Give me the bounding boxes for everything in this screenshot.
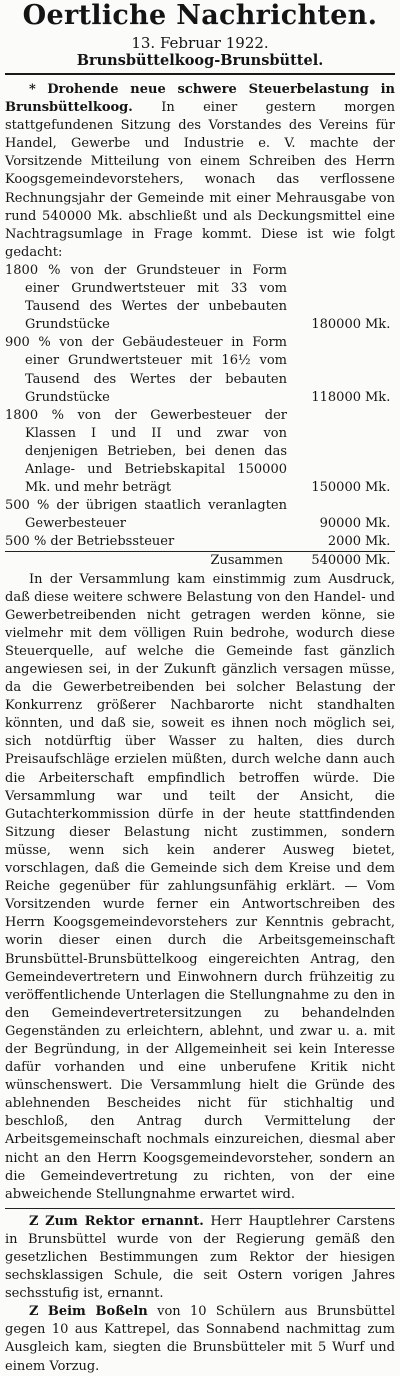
article-intro bbox=[5, 81, 395, 262]
article-divider bbox=[5, 1208, 395, 1209]
table-row bbox=[5, 334, 395, 406]
article-bosseln bbox=[5, 1303, 395, 1375]
article-headline: Beim Boßeln bbox=[47, 1304, 148, 1320]
total-amount: 540000 bbox=[287, 552, 361, 571]
section-title: Oertliche Nachrichten. bbox=[22, 0, 378, 31]
issue-date: 13. Februar 1922. bbox=[131, 34, 269, 52]
article-rector bbox=[5, 1213, 395, 1303]
article-body-text: von 10 Schülern aus Brunsbüttel gegen 10 aus Kattrepel, das Sonnabend nachmittag zum Ausgleich kam, siegten die Brunsbütteler mit 5 Wurf und einem Vorzug. bbox=[5, 1304, 395, 1374]
tax-item-unit: Mk. bbox=[365, 317, 391, 333]
tax-item-unit: Mk. bbox=[365, 480, 391, 496]
article-marker: Z bbox=[29, 1304, 39, 1320]
table-total-row bbox=[5, 552, 395, 571]
tax-item-text: 500 % der übrigen staatlich veranlagten Gewerbesteuer bbox=[5, 498, 287, 532]
article-tax-burden bbox=[5, 81, 395, 1204]
tax-item-text: 500 % der Betriebssteuer bbox=[5, 534, 175, 550]
masthead bbox=[5, 0, 395, 70]
total-unit: Mk. bbox=[361, 552, 395, 571]
article-headline: Drohende neue schwere Steuerbelastung in Brunsbüttelkoog. bbox=[5, 82, 396, 116]
article-paragraph bbox=[5, 1303, 395, 1375]
dateline-place: Brunsbüttelkoog-Brunsbüttel. bbox=[76, 52, 324, 69]
tax-item-amount: 90000 bbox=[319, 516, 361, 532]
article-marker: Z bbox=[29, 1213, 39, 1229]
table-row bbox=[5, 533, 395, 552]
table-row bbox=[5, 497, 395, 533]
article-paragraph bbox=[5, 1213, 395, 1303]
tax-item-text: 1800 % von der Grundsteuer in Form einer Grundwertsteuer mit 33 vom Tausend des Wertes der unbebauten Grundstücke bbox=[5, 262, 287, 333]
tax-item-unit: Mk. bbox=[365, 534, 391, 550]
tax-item-text: 1800 % von der Gewerbesteuer der Klassen I und II und zwar von denjenigen Betrieben, bei denen das Anlage- und Betriebskapital 150000 Mk. und mehr beträgt bbox=[5, 407, 287, 496]
total-label: Zusammen bbox=[5, 552, 287, 571]
tax-item-unit: Mk. bbox=[365, 389, 391, 405]
tax-item-text: 900 % von der Gebäudesteuer in Form einer Grundwertsteuer mit 16½ vom Tausend des Wertes der bebauten Grundstücke bbox=[5, 335, 287, 405]
tax-table bbox=[5, 262, 395, 571]
tax-item-amount: 2000 bbox=[327, 534, 361, 550]
article-marker: * bbox=[29, 82, 36, 97]
tax-item-amount: 118000 bbox=[311, 389, 361, 405]
header-rule bbox=[5, 73, 395, 75]
article-body-text: Herr Hauptlehrer Carstens in Brunsbüttel wurde von der Regierung gemäß den gesetzlichen Bestimmungen zum Rektor der hiesigen sechsklassigen Schule, die seit Ostern vorigen Jahres sechsstufig ist, ernannt. bbox=[5, 1213, 395, 1302]
article-headline: Zum Rektor ernannt. bbox=[45, 1213, 204, 1229]
table-row bbox=[5, 262, 395, 334]
tax-item-amount: 150000 bbox=[311, 480, 361, 496]
article-intro-text: In einer gestern morgen stattgefundenen Sitzung des Vorstandes des Vereins für Handel, Gewerbe und Industrie e. V. machte der Vorsitzende Mitteilung von einem Schreiben des Herrn Koogsgemeindevorstehers, wonach das verflossene Rechnungsjahr der Gemeinde mit einer Mehrausgabe von rund 540000 Mk. abschließt und als Deckungsmittel eine Nachtragsumlage in Frage kommt. Diese ist wie folgt gedacht: bbox=[5, 100, 395, 260]
tax-item-unit: Mk. bbox=[365, 516, 391, 532]
article-body: In der Versammlung kam einstimmig zum Ausdruck, daß diese weitere schwere Belastung von den Handel- und Gewerbetreibenden nicht getragen werden könne, sie vielmehr mit dem völligen Ruin bedrohe, wodurch diese Steuerquelle, auf welche die Gemeinde fast gänzlich angewiesen sei, in der Zukunft gänzlich versagen müsse, da die Gewerbetreibenden bei solcher Belastung der Konkurrenz größerer Nachbarorte nicht standhalten könnten, und daß sie, soweit es ihnen noch möglich sei, sich notdürftig über Wasser zu halten, dies durch Preisaufschläge erzielen müßten, durch welche dann auch die Arbeiterschaft empfindlich betroffen würde. Die Versammlung war und teilt der Ansicht, die Gutachterkommission dürfe in der heute stattfindenden Sitzung dieser Belastung nicht zustimmen, sondern müsse, wenn sich kein anderer Ausweg bietet, vorschlagen, daß die Gemeinde sich dem Kreise und dem Reiche gegenüber für zahlungsunfähig erklärt. — Vom Vorsitzenden wurde ferner ein Antwortschreiben des Herrn Koogsgemeindevorstehers zur Kenntnis gebracht, worin dieser einen durch die Arbeitsgemeinschaft Brunsbüttel-Brunsbüttelkoog eingereichten Antrag, den Gemeindevertretern und Einwohnern durch frühzeitig zu veröffentlichende Unterlagen die Stellungnahme zu den in den Gemeindevertretersitzungen zu behandelnden Gegenständen zu erleichtern, ablehnt, und zwar u. a. mit der Begründung, in der Allgemeinheit sei kein Interesse dafür vorhanden und eine unberufene Kritik nicht wünschenswert. Die Versammlung hielt die Gründe des ablehnenden Bescheides nicht für stichhaltig und beschloß, den Antrag durch Vermittelung der Arbeitsgemeinschaft nochmals einzureichen, diesmal aber nicht an den Herrn Koogsgemeindevorsteher, sondern an die Gemeindevertretung zu richten, von der eine abweichende Stellungnahme erwartet wird. bbox=[5, 571, 395, 1202]
table-row bbox=[5, 407, 395, 497]
tax-item-amount: 180000 bbox=[311, 317, 361, 333]
